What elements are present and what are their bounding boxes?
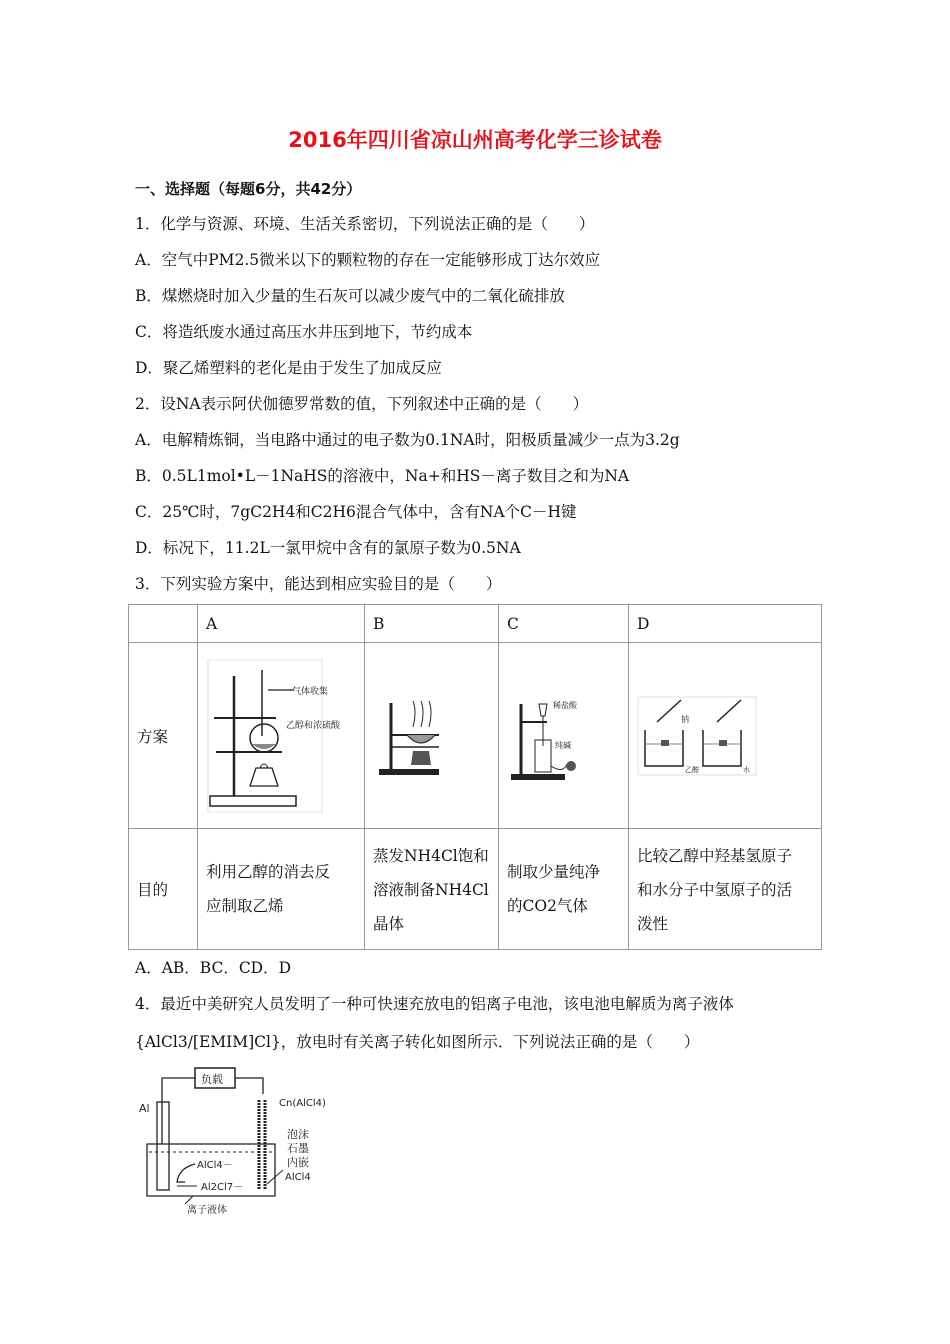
purpose-d-line: 比较乙醇中羟基氢原子: [637, 847, 793, 865]
apparatus-a-label-reagent: 乙醇和浓硫酸: [286, 720, 341, 731]
purpose-b-line: 蒸发NH4Cl饱和: [373, 847, 489, 865]
col-header-b: B: [365, 605, 499, 643]
q3-answer-options: A．AB．BC．CD．D: [135, 959, 292, 977]
apparatus-a-figure: [206, 656, 341, 816]
scheme-b-cell: [365, 643, 499, 829]
purpose-c-line: 制取少量纯净: [507, 863, 601, 881]
table-corner-cell: [129, 605, 198, 643]
apparatus-d-figure: [637, 696, 757, 776]
col-header-c: C: [499, 605, 629, 643]
al2cl7-ion-label: Al2Cl7－: [201, 1182, 244, 1193]
apparatus-a-label-gas: 气体收集: [292, 686, 329, 697]
row-label-scheme: 方案: [129, 643, 198, 829]
apparatus-c-label-soda: 纯碱: [555, 740, 571, 750]
row-label-purpose: 目的: [129, 829, 198, 950]
foam-label-1: 泡沫: [287, 1128, 309, 1141]
alcl4-ion-label: AlCl4－: [197, 1160, 233, 1171]
purpose-d-cell: [629, 829, 822, 950]
scheme-a-cell: [198, 643, 365, 829]
purpose-b-line: 溶液制备NH4Cl: [373, 881, 489, 899]
page-title: 2016年四川省凉山州高考化学三诊试卷: [288, 128, 662, 152]
purpose-c-cell: [499, 829, 629, 950]
apparatus-c-label-acid: 稀盐酸: [553, 700, 577, 710]
q2-option-c: C．25℃时，7gC2H4和C2H6混合气体中，含有NA个C－H键: [135, 503, 577, 521]
q1-option-b: B．煤燃烧时加入少量的生石灰可以减少废气中的二氧化硫排放: [135, 287, 565, 305]
q1-stem: 1．化学与资源、环境、生活关系密切，下列说法正确的是（ ）: [135, 215, 595, 233]
cathode-label: Cn(AlCl4): [279, 1098, 326, 1109]
q3-options-table: [128, 604, 822, 950]
q1-option-a: A．空气中PM2.5微米以下的颗粒物的存在一定能够形成丁达尔效应: [135, 251, 601, 269]
purpose-b-cell: [365, 829, 499, 950]
col-header-a: A: [198, 605, 365, 643]
purpose-b-line: 晶体: [373, 915, 405, 933]
apparatus-c-figure: [507, 686, 599, 786]
foam-label-2: 石墨: [287, 1142, 309, 1155]
purpose-a-line: 利用乙醇的消去反: [206, 863, 331, 881]
apparatus-d-label-ethanol: 乙醇: [685, 765, 699, 774]
q2-option-a: A．电解精炼铜，当电路中通过的电子数为0.1NA时，阳极质量减少一点为3.2g: [135, 431, 680, 449]
purpose-c-line: 的CO2气体: [507, 897, 588, 915]
q1-option-d: D．聚乙烯塑料的老化是由于发生了加成反应: [135, 359, 442, 377]
scheme-d-cell: [629, 643, 822, 829]
alcl4-right-label: AlCl4: [285, 1172, 311, 1183]
apparatus-b-figure: [373, 691, 463, 781]
purpose-d-line: 和水分子中氢原子的活: [637, 881, 793, 899]
load-label: 负载: [201, 1073, 223, 1086]
q2-option-b: B．0.5L1mol•L－1NaHS的溶液中，Na+和HS－离子数目之和为NA: [135, 467, 630, 485]
q1-option-c: C．将造纸废水通过高压水井压到地下，节约成本: [135, 323, 473, 341]
q4-stem: 4．最近中美研究人员发明了一种可快速充放电的铝离子电池，该电池电解质为离子液体: [135, 995, 734, 1013]
aluminum-label: Al: [139, 1102, 150, 1115]
q2-stem: 2．设NA表示阿伏伽德罗常数的值，下列叙述中正确的是（ ）: [135, 395, 589, 413]
purpose-d-line: 泼性: [637, 915, 669, 933]
section-heading: 一、选择题（每题6分，共42分）: [135, 180, 362, 198]
scheme-c-cell: [499, 643, 629, 829]
ionic-liquid-label: 离子液体: [187, 1205, 227, 1216]
apparatus-d-label-water: 水: [743, 765, 750, 774]
apparatus-d-label-sodium: 钠: [681, 714, 689, 724]
battery-figure: [135, 1066, 335, 1216]
q4-stem-continued: {AlCl3/[EMIM]Cl}，放电时有关离子转化如图所示．下列说法正确的是（ ）: [135, 1033, 700, 1051]
col-header-d: D: [629, 605, 822, 643]
purpose-a-cell: [198, 829, 365, 950]
q2-option-d: D．标况下，11.2L一氯甲烷中含有的氯原子数为0.5NA: [135, 539, 521, 557]
q3-stem: 3．下列实验方案中，能达到相应实验目的是（ ）: [135, 575, 502, 593]
foam-label-3: 内嵌: [287, 1156, 309, 1169]
purpose-a-line: 应制取乙烯: [206, 897, 284, 915]
